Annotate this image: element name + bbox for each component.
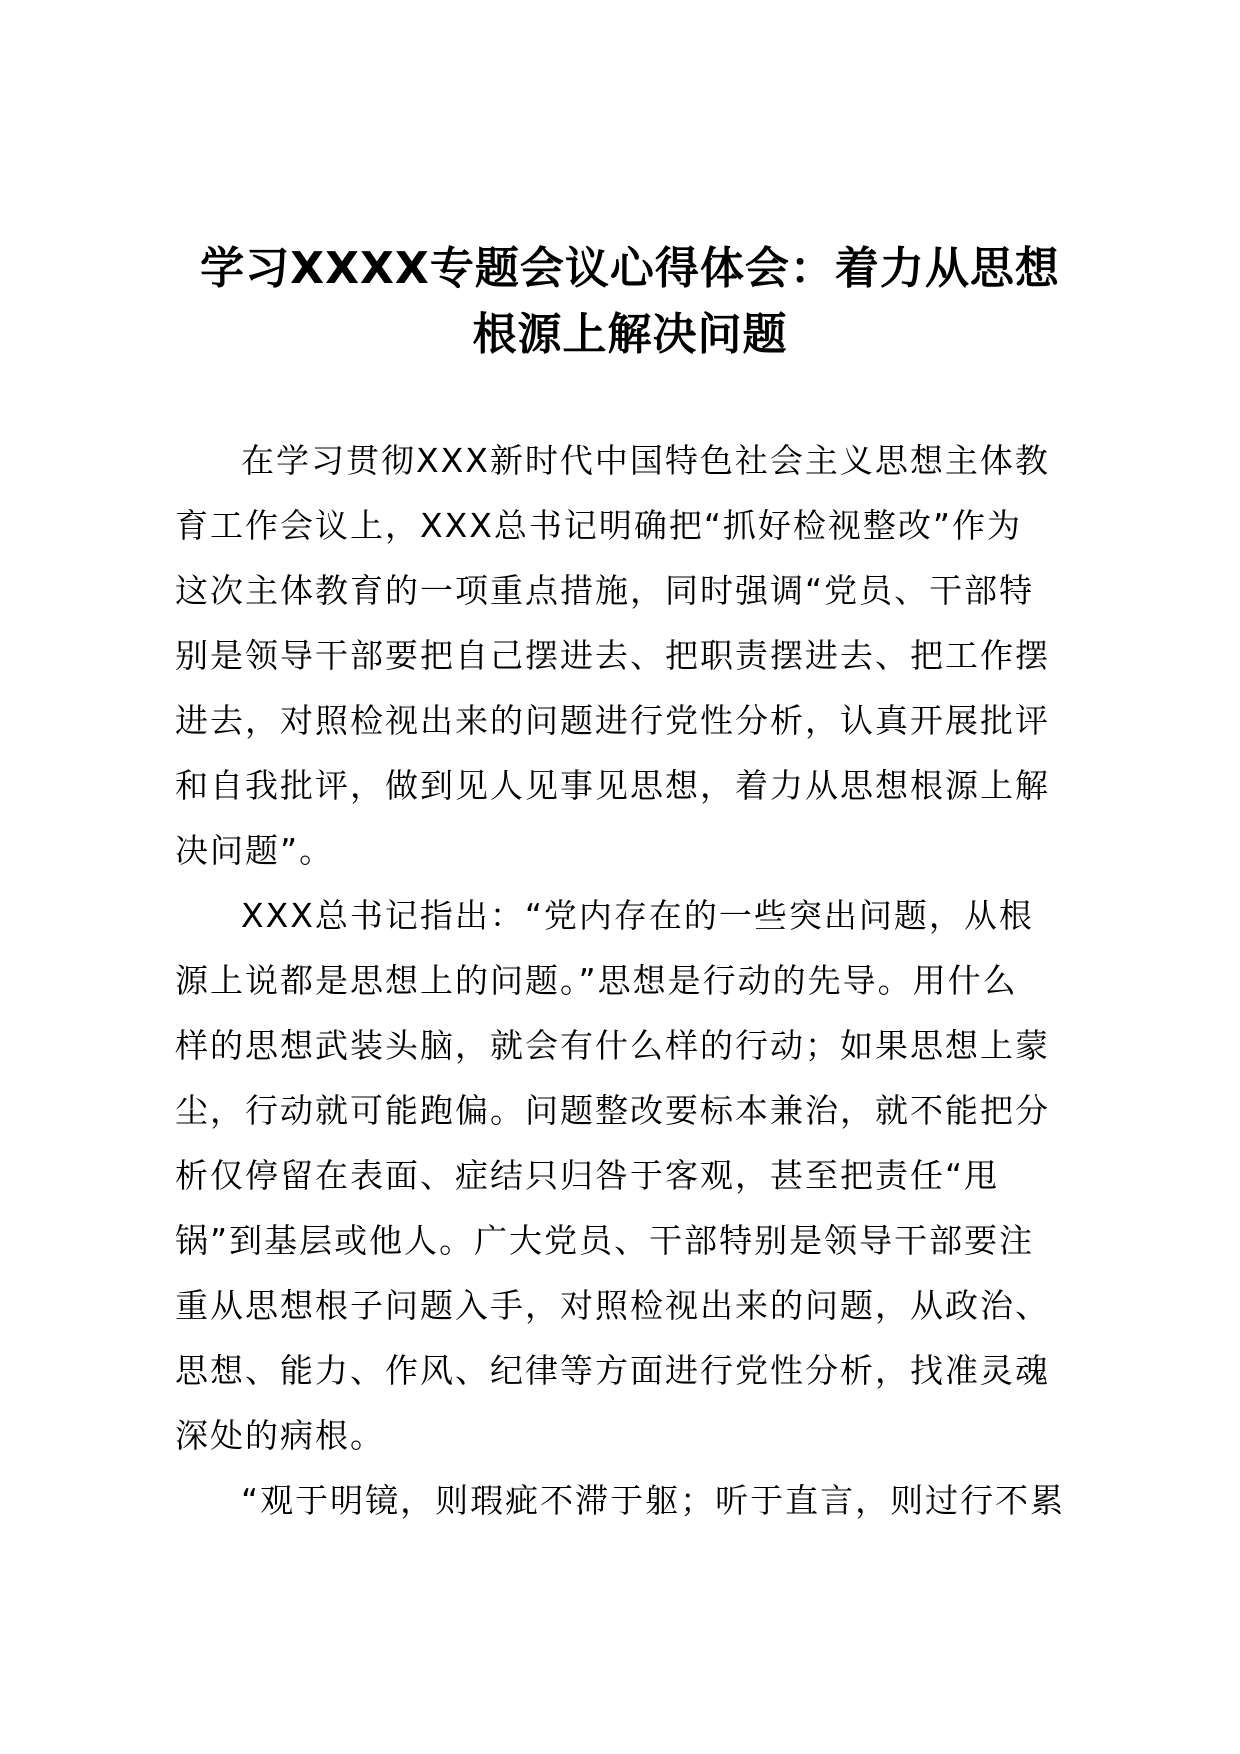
paragraph-1-line: 在学习贯彻XXX新时代中国特色社会主义思想主体教: [241, 441, 1050, 480]
paragraph-1-line: 和自我批评，做到见人见事见思想，着力从思想根源上解: [175, 766, 1050, 805]
paragraph-2-line: XXX总书记指出：“党内存在的一些突出问题，从根: [241, 896, 1034, 935]
paragraph-1-line: 决问题”。: [175, 831, 335, 870]
title-line-2: 根源上解决问题: [472, 309, 788, 360]
paragraph-1-line: 育工作会议上，XXX总书记明确把“抓好检视整改”作为: [175, 506, 1023, 545]
paragraph-1-line: 进去，对照检视出来的问题进行党性分析，认真开展批评: [175, 701, 1050, 740]
paragraph-1-line: 这次主体教育的一项重点措施，同时强调“党员、干部特: [175, 571, 1035, 610]
document-body: [175, 428, 1105, 1533]
paragraph-2-line: 思想、能力、作风、纪律等方面进行党性分析，找准灵魂: [175, 1351, 1050, 1390]
title-line-1: 学习XXXX专题会议心得体会：着力从思想: [200, 243, 1060, 294]
document-title: [160, 236, 1100, 368]
paragraph-2-line: 样的思想武装头脑，就会有什么样的行动；如果思想上蒙: [175, 1026, 1050, 1065]
paragraph-2-line: 尘，行动就可能跑偏。问题整改要标本兼治，就不能把分: [175, 1091, 1050, 1130]
paragraph-2-line: 深处的病根。: [175, 1416, 385, 1455]
paragraph-2-line: 重从思想根子问题入手，对照检视出来的问题，从政治、: [175, 1286, 1050, 1325]
paragraph-2-line: 源上说都是思想上的问题。”思想是行动的先导。用什么: [175, 961, 1018, 1000]
paragraph-3-line: “观于明镜，则瑕疵不滞于躯；听于直言，则过行不累: [241, 1481, 1066, 1520]
paragraph-1-line: 别是领导干部要把自己摆进去、把职责摆进去、把工作摆: [175, 636, 1050, 675]
paragraph-2-line: 析仅停留在表面、症结只归咎于客观，甚至把责任“甩: [175, 1156, 1000, 1195]
paragraph-2-line: 锅”到基层或他人。广大党员、干部特别是领导干部要注: [175, 1221, 1035, 1260]
